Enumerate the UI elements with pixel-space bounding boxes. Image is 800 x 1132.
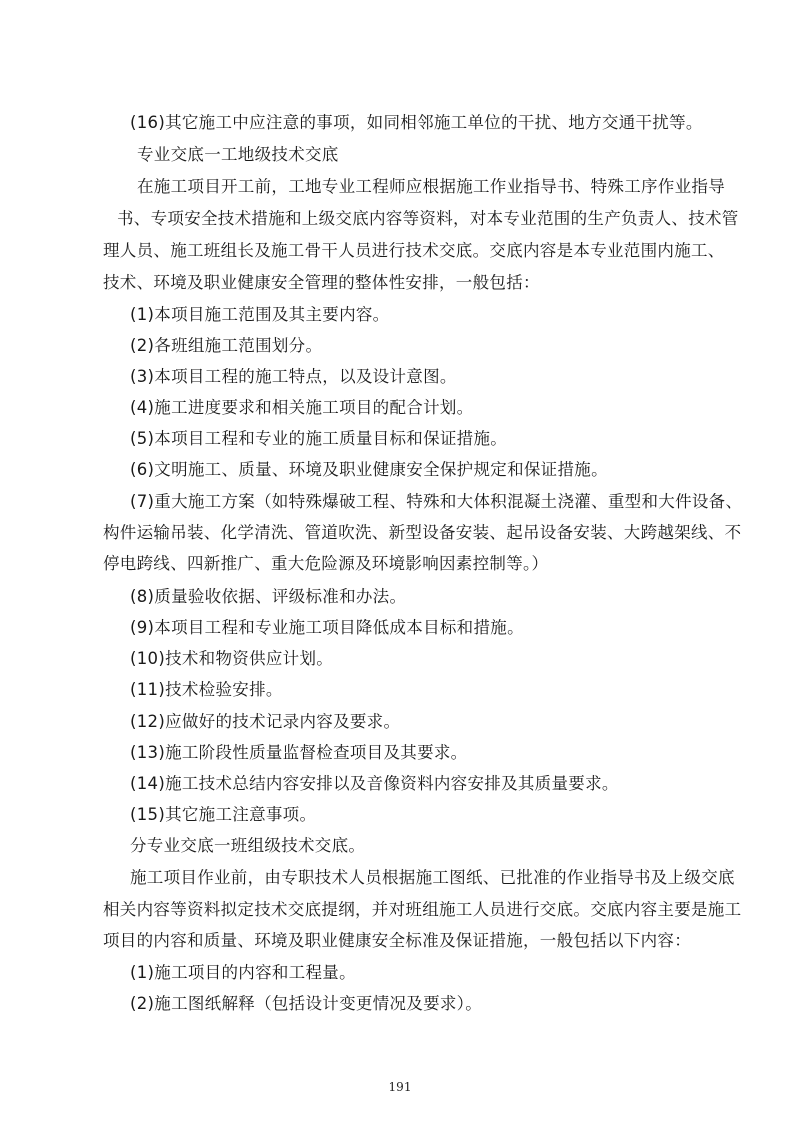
list-item: (3)本项目工程的施工特点，以及设计意图。 — [130, 367, 457, 386]
list-item: (2)各班组施工范围划分。 — [130, 336, 323, 355]
list-item: (9)本项目工程和专业施工项目降低成本目标和措施。 — [130, 618, 524, 637]
list-item: (1)施工项目的内容和工程量。 — [130, 963, 356, 982]
section-heading: 分专业交底一班组级技术交底。 — [130, 836, 366, 855]
text-line: 在施工项目开工前，工地专业工程师应根据施工作业指导书、特殊工序作业指导 — [137, 177, 725, 196]
list-item: (12)应做好的技术记录内容及要求。 — [130, 712, 401, 731]
text-line: 构件运输吊装、化学清洗、管道吹洗、新型设备安装、起吊设备安装、大跨越架线、不 — [103, 523, 742, 542]
list-item: (2)施工图纸解释（包括设计变更情况及要求）。 — [130, 994, 483, 1013]
section-heading: 专业交底一工地级技术交底 — [137, 145, 339, 164]
text-line: 书、专项安全技术措施和上级交底内容等资料，对本专业范围的生产负责人、技术管 — [117, 209, 739, 228]
text-line: 停电跨线、四新推广、重大危险源及环境影响因素控制等。） — [103, 554, 549, 573]
text-line: 项目的内容和质量、环境及职业健康安全标准及保证措施，一般包括以下内容： — [103, 931, 691, 950]
text-line: (16)其它施工中应注意的事项，如同相邻施工单位的干扰、地方交通干扰等。 — [130, 113, 703, 132]
text-line: 施工项目作业前，由专职技术人员根据施工图纸、已批准的作业指导书及上级交底 — [130, 868, 735, 887]
list-item: (11)技术检验安排。 — [130, 680, 283, 699]
list-item: (4)施工进度要求和相关施工项目的配合计划。 — [130, 398, 474, 417]
list-item: (13)施工阶段性质量监督检查项目及其要求。 — [130, 743, 468, 762]
list-item: (6)文明施工、质量、环境及职业健康安全保护规定和保证措施。 — [130, 460, 608, 479]
text-line: 相关内容等资料拟定技术交底提纲，并对班组施工人员进行交底。交底内容主要是施工 — [103, 900, 742, 919]
list-item: (10)技术和物资供应计划。 — [130, 649, 334, 668]
list-item: (14)施工技术总结内容安排以及音像资料内容安排及其质量要求。 — [130, 774, 619, 793]
text-line: 技术、环境及职业健康安全管理的整体性安排，一般包括： — [103, 273, 540, 292]
list-item: (15)其它施工注意事项。 — [130, 805, 317, 824]
list-item: (8)质量验收依据、评级标准和办法。 — [130, 587, 407, 606]
list-item: (5)本项目工程和专业的施工质量目标和保证措施。 — [130, 429, 508, 448]
list-item: (1)本项目施工范围及其主要内容。 — [130, 305, 390, 324]
list-item: (7)重大施工方案（如特殊爆破工程、特殊和大体积混凝土浇灌、重型和大件设备、 — [130, 492, 743, 511]
text-line: 理人员、施工班组长及施工骨干人员进行技术交底。交底内容是本专业范围内施工、 — [103, 241, 725, 260]
page-number: 191 — [388, 1080, 412, 1094]
